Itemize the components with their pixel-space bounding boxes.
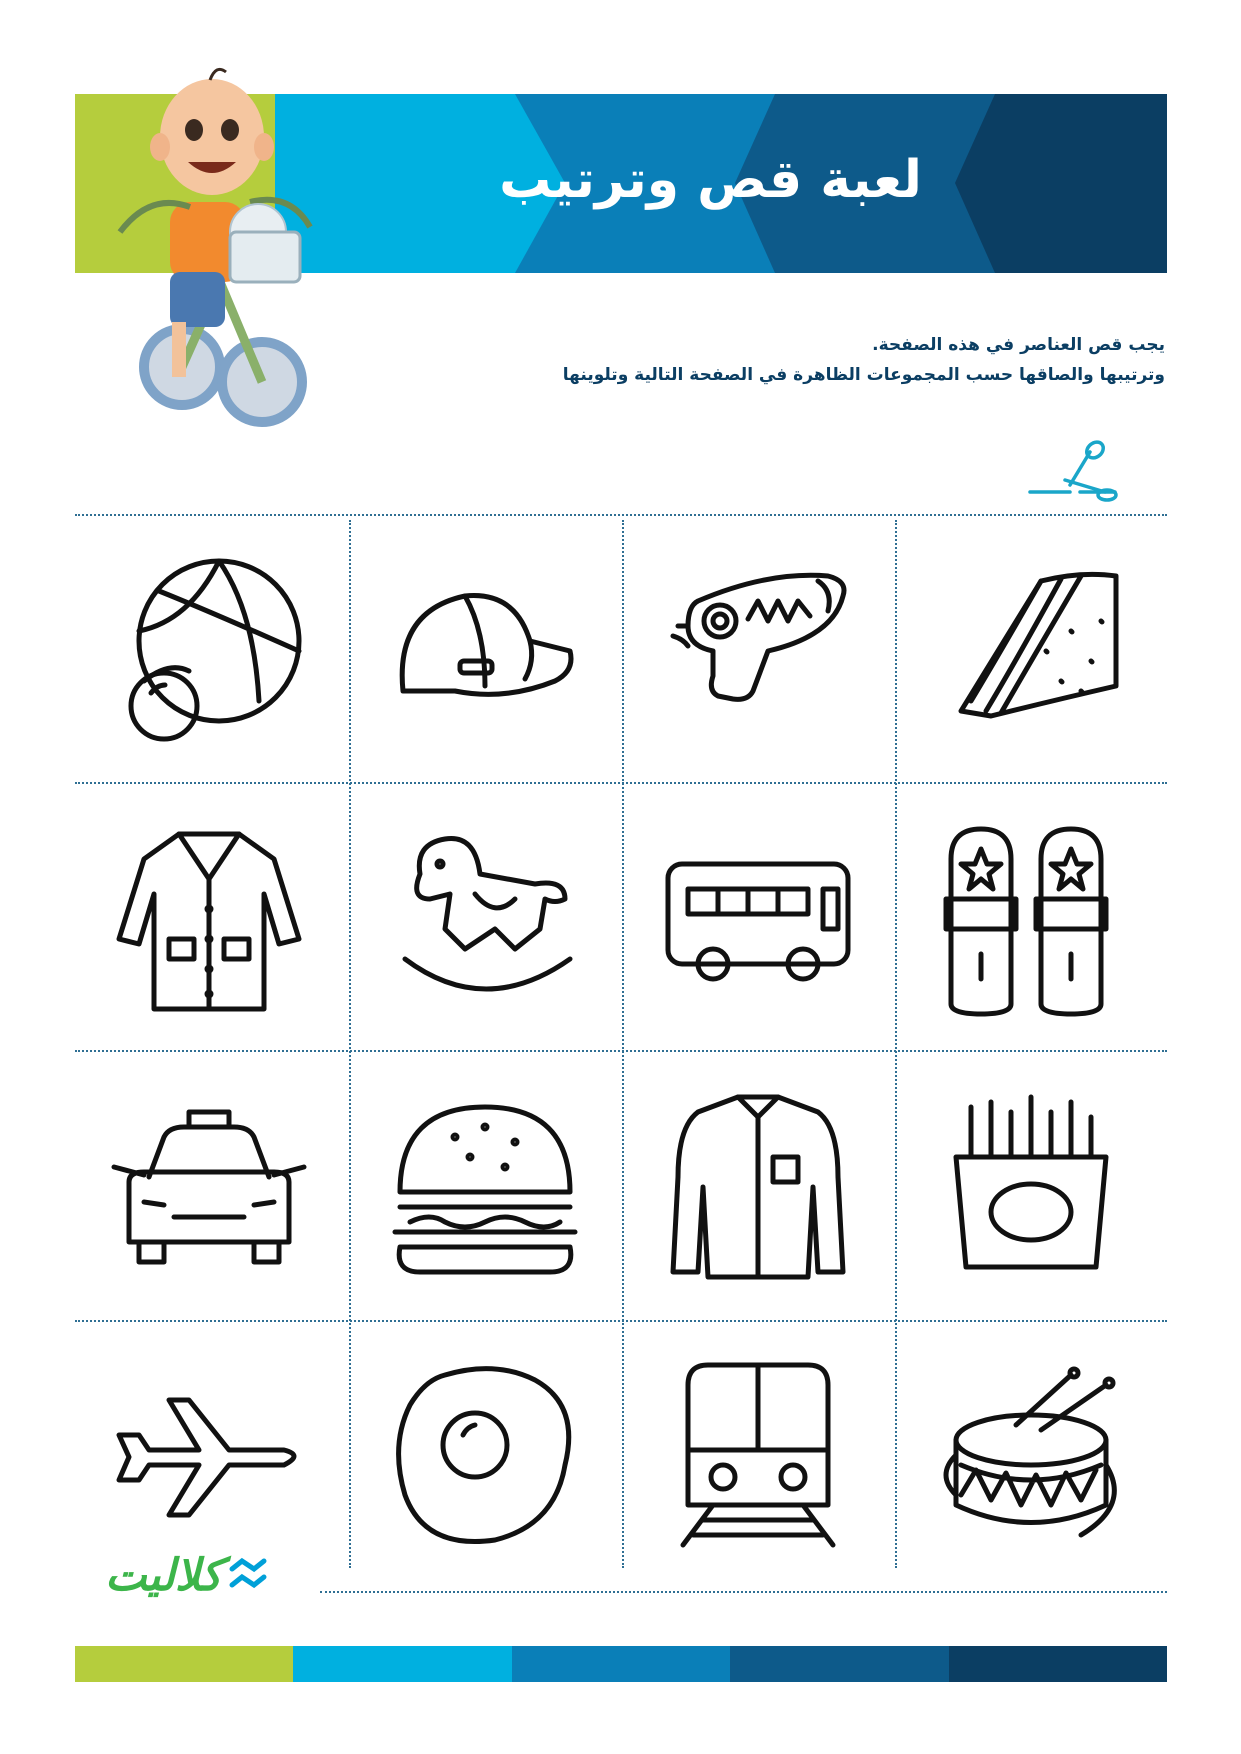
train-icon: [658, 1355, 858, 1555]
grid-cell: [897, 1322, 1165, 1588]
grid-cell: [75, 518, 343, 784]
footer-segment: [75, 1646, 293, 1682]
burger-icon: [385, 1087, 585, 1287]
logo-mark-icon: [228, 1555, 268, 1595]
instruction-line-2: وترتيبها والصاقها حسب المجموعات الظاهرة في الصفحة التالية وتلوينها: [562, 365, 1165, 385]
page-title: لعبة قص وترتيب: [499, 150, 922, 210]
footer-segment: [730, 1646, 948, 1682]
bus-icon: [658, 819, 858, 1019]
instructions: [365, 330, 1165, 390]
grid-cell: [897, 1054, 1165, 1320]
fries-icon: [931, 1087, 1131, 1287]
taxi-icon: [109, 1087, 309, 1287]
scissors-icon: [1025, 440, 1120, 502]
coat-icon: [109, 819, 309, 1019]
grid-cell: [624, 1322, 892, 1588]
footer-color-bar: [75, 1646, 1167, 1682]
grid-cell: [897, 786, 1165, 1052]
footer-segment: [293, 1646, 511, 1682]
rocking-horse-icon: [385, 819, 585, 1019]
grid-cell: [624, 786, 892, 1052]
footer-segment: [949, 1646, 1167, 1682]
grid-cell: [351, 518, 619, 784]
grid-cell: [75, 786, 343, 1052]
cap-icon: [385, 551, 585, 751]
mascot-image: [110, 52, 335, 432]
cut-line: [75, 514, 1167, 516]
slippers-icon: [931, 819, 1131, 1019]
logo-text: كلاليت: [105, 1549, 223, 1601]
grid-cell: [897, 518, 1165, 784]
sandwich-icon: [931, 551, 1131, 751]
ball-icon: [109, 551, 309, 751]
footer-segment: [512, 1646, 730, 1682]
grid-cell: [351, 1054, 619, 1320]
instruction-line-1: يجب قص العناصر في هذه الصفحة.: [872, 335, 1165, 355]
toy-gun-icon: [658, 551, 858, 751]
grid-cell: [624, 1054, 892, 1320]
grid-cell: [624, 518, 892, 784]
cut-line: [320, 1591, 1167, 1593]
fried-egg-icon: [385, 1355, 585, 1555]
grid-cell: [351, 1322, 619, 1588]
shirt-icon: [658, 1087, 858, 1287]
brand-logo: [105, 1545, 268, 1605]
grid-cell: [75, 1054, 343, 1320]
drum-icon: [931, 1355, 1131, 1555]
grid-cell: [351, 786, 619, 1052]
airplane-icon: [109, 1355, 309, 1555]
